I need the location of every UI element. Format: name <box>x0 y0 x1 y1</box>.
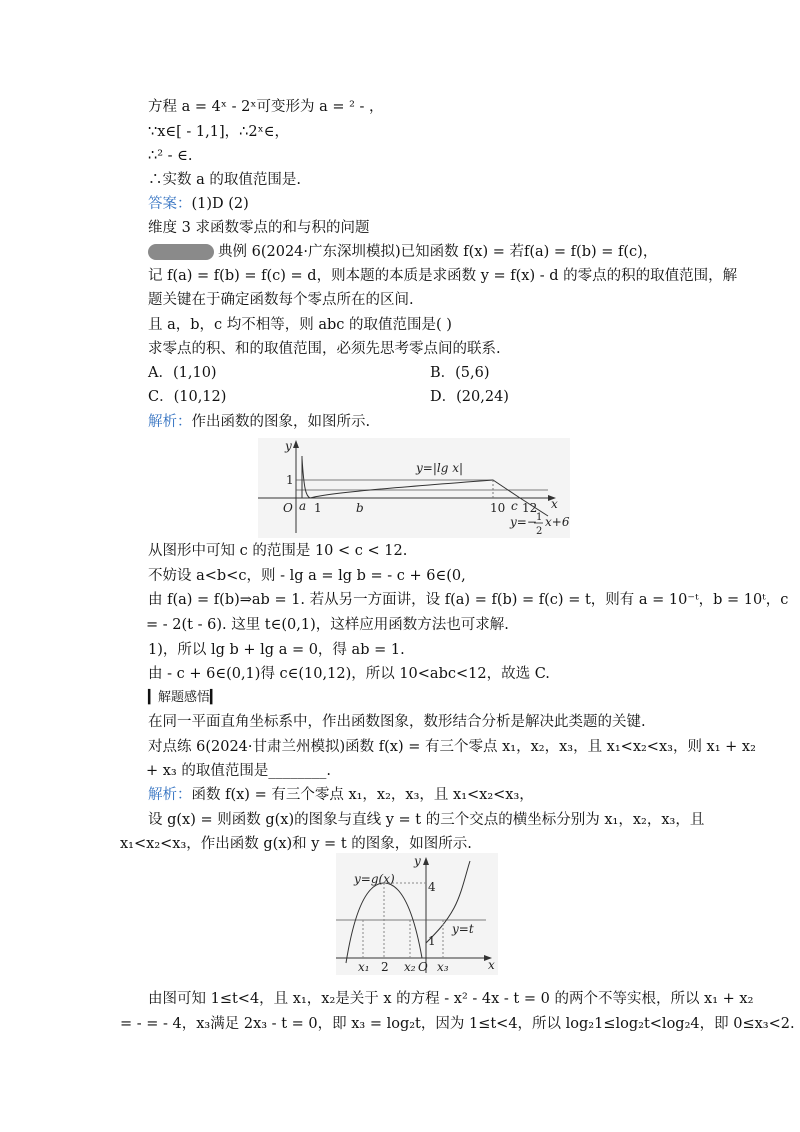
func2-label-pre: y=− <box>510 515 537 529</box>
twelve-label: 12 <box>522 501 538 515</box>
func2-label-post: x+6 <box>545 515 570 529</box>
answer-label: 答案： <box>148 196 192 212</box>
func2-frac-d: 2 <box>536 526 543 537</box>
text-line: 从图形中可知 c 的范围是 10 < c < 12. <box>148 543 408 559</box>
text-line: = - = - 4，x₃满足 2x₃ - t = 0，即 x₃ = log₂t，因为 1≤t<4，所以 log₂1≤log₂t<log₂4，即 0≤x₃<2. <box>120 1016 795 1032</box>
analysis-line-2 <box>148 786 534 804</box>
example-tag-icon <box>148 244 214 260</box>
x2-label: x₂ <box>404 960 416 974</box>
text-line: ∴实数 a 的取值范围是. <box>148 172 301 188</box>
text-line: 由图可知 1≤t<4，且 x₁，x₂是关于 x 的方程 - x² - 4x - t = 0 的两个不等实根，所以 x₁ + x₂ <box>148 991 754 1007</box>
answer-value: (1)D (2) <box>191 196 249 212</box>
analysis-label: 解析： <box>148 787 192 803</box>
ten-label: 10 <box>490 501 506 515</box>
text-line: 不妨设 a<b<c，则 - lg a = lg b = - c + 6∈(0, <box>148 568 466 584</box>
two-label: 2 <box>381 960 389 974</box>
text-line: x₁<x₂<x₃，作出函数 g(x)和 y = t 的图象，如图所示. <box>120 836 472 852</box>
x-label: x <box>551 497 558 511</box>
analysis-text: 作出函数的图象，如图所示. <box>191 414 371 430</box>
graph-lg-abs <box>258 438 570 538</box>
analysis-text: 函数 f(x) = 有三个零点 x₁，x₂，x₃，且 x₁<x₂<x₃， <box>191 787 534 803</box>
option-d: D．(20,24) <box>430 389 509 405</box>
text-line: 设 g(x) = 则函数 g(x)的图象与直线 y = t 的三个交点的横坐标分别为 x₁，x₂，x₃，且 <box>148 812 705 828</box>
b-label: b <box>356 501 364 515</box>
text-line: 记 f(a) = f(b) = f(c) = d，则本题的本质是求函数 y = f(x) - d 的零点的积的取值范围，解 <box>148 268 738 284</box>
example-line <box>148 243 657 261</box>
text-line: 1)，所以 lg b + lg a = 0，得 ab = 1. <box>148 642 405 658</box>
func2-frac-n: 1 <box>536 512 543 523</box>
text-line: 求零点的积、和的取值范围，必须先思考零点间的联系. <box>148 341 501 357</box>
func-label: y=g(x) <box>354 872 395 886</box>
text-line: 题关键在于确定函数每个零点所在的区间. <box>148 292 414 308</box>
text-line: 在同一平面直角坐标系中，作出函数图象，数形结合分析是解决此类题的关键. <box>148 714 646 730</box>
option-b: B．(5,6) <box>430 365 490 381</box>
t-line-label: y=t <box>452 922 474 936</box>
origin-label: O <box>418 960 428 974</box>
x3-label: x₃ <box>437 960 449 974</box>
example-text: 典例 6(2024·广东深圳模拟)已知函数 f(x) = 若f(a) = f(b) = f(c)， <box>218 244 658 260</box>
c-label: c <box>511 499 518 513</box>
one-label: 1 <box>428 934 436 948</box>
four-label: 4 <box>428 880 436 894</box>
text-line: 且 a，b，c 均不相等，则 abc 的取值范围是( ) <box>148 317 452 333</box>
origin-label: O <box>283 501 293 515</box>
text-line: 由 - c + 6∈(0,1)得 c∈(10,12)，所以 10<abc<12，故选 C. <box>148 666 550 682</box>
y-label: y <box>414 854 421 868</box>
analysis-label: 解析： <box>148 414 192 430</box>
answer-line <box>148 195 249 213</box>
text-line: + x₃ 的取值范围是________. <box>146 763 331 779</box>
graph-g <box>336 853 498 975</box>
text-line: ∴² - ∈. <box>148 148 193 164</box>
y-label: y <box>285 439 292 453</box>
one-y-label: 1 <box>286 473 294 487</box>
text-line: 方程 a = 4ˣ - 2ˣ可变形为 a = ² - ， <box>148 99 384 115</box>
text-line: 由 f(a) = f(b)⇒ab = 1. 若从另一方面讲，设 f(a) = f(b) = f(c) = t，则有 a = 10⁻ᵗ，b = 10ᵗ，c <box>148 592 789 608</box>
one-x-label: 1 <box>314 501 322 515</box>
text-line: ∵x∈[ - 1,1]，∴2ˣ∈， <box>148 124 289 140</box>
option-c: C．(10,12) <box>148 389 227 405</box>
x-label: x <box>488 958 495 972</box>
insight-heading: ▎解题感悟▎ <box>148 690 220 705</box>
func1-label: y=|lg x| <box>416 461 464 475</box>
text-line: = - 2(t - 6). 这里 t∈(0,1)，这样应用函数方法也可求解. <box>146 617 509 633</box>
section-heading: 维度 3 求函数零点的和与积的问题 <box>148 220 370 236</box>
option-a: A．(1,10) <box>148 365 217 381</box>
a-label: a <box>299 499 307 513</box>
x1-label: x₁ <box>358 960 370 974</box>
exercise-line: 对点练 6(2024·甘肃兰州模拟)函数 f(x) = 有三个零点 x₁，x₂，x₃，且 x₁<x₂<x₃，则 x₁ + x₂ <box>148 739 756 755</box>
analysis-line <box>148 413 370 431</box>
